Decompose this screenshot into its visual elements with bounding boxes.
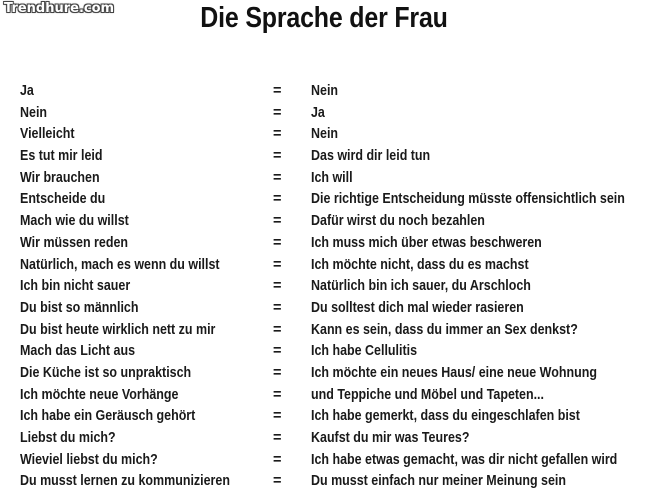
list-item [0, 189, 648, 211]
list-item [0, 341, 648, 363]
equals-sign: = [273, 83, 282, 99]
phrase-said: Ich möchte neue Vorhänge [20, 386, 179, 403]
phrase-meant: und Teppiche und Möbel und Tapeten... [311, 386, 544, 403]
phrase-said: Ja [20, 83, 34, 99]
list-item [0, 471, 648, 493]
phrase-meant: Ich habe Cellulitis [311, 343, 418, 360]
phrase-said: Wieviel liebst du mich? [20, 451, 158, 468]
phrase-meant: Ich möchte ein neues Haus/ eine neue Wohnung [311, 364, 597, 381]
list-item [0, 124, 648, 146]
list-item [0, 450, 648, 472]
list-item [0, 233, 648, 255]
phrase-said: Mach wie du willst [20, 213, 129, 230]
list-item [0, 103, 648, 125]
list-item [0, 320, 648, 342]
phrase-said: Liebst du mich? [20, 430, 116, 446]
phrase-meant: Das wird dir leid tun [311, 148, 431, 165]
equals-sign: = [273, 343, 282, 360]
phrase-meant: Ja [311, 104, 325, 121]
phrase-meant: Ich habe gemerkt, dass du eingeschlafen bist [311, 408, 580, 425]
phrase-meant: Nein [311, 83, 339, 99]
equals-sign: = [273, 278, 282, 295]
phrase-meant: Kaufst du mir was Teures? [311, 430, 470, 446]
equals-sign: = [273, 408, 282, 425]
equals-sign: = [273, 451, 282, 468]
phrase-said: Ich bin nicht sauer [20, 278, 131, 295]
phrase-said: Wir müssen reden [20, 234, 128, 251]
phrase-said: Natürlich, mach es wenn du willst [20, 256, 220, 273]
list-item [0, 428, 648, 450]
phrase-said: Ich habe ein Geräusch gehört [20, 408, 196, 425]
list-item [0, 363, 648, 385]
equals-sign: = [273, 104, 282, 121]
equals-sign: = [273, 234, 282, 251]
equals-sign: = [273, 191, 282, 208]
phrase-said: Die Küche ist so unpraktisch [20, 364, 192, 381]
phrase-meant: Dafür wirst du noch bezahlen [311, 213, 485, 230]
phrase-said: Vielleicht [20, 126, 75, 143]
phrase-said: Mach das Licht aus [20, 343, 136, 360]
equals-sign: = [273, 473, 282, 490]
list-item [0, 255, 648, 277]
phrase-meant: Kann es sein, dass du immer an Sex denkst? [311, 321, 578, 338]
phrase-meant: Du musst einfach nur meiner Meinung sein [311, 473, 566, 490]
list-item [0, 385, 648, 407]
phrase-meant: Nein [311, 126, 339, 143]
equals-sign: = [273, 169, 282, 186]
equals-sign: = [273, 386, 282, 403]
phrase-said: Du bist so männlich [20, 299, 139, 316]
list-item [0, 146, 648, 168]
list-item [0, 276, 648, 298]
phrase-said: Du bist heute wirklich nett zu mir [20, 321, 216, 338]
equals-sign: = [273, 148, 282, 165]
watermark-text: Trendhure.com [4, 1, 115, 16]
phrase-said: Nein [20, 104, 48, 121]
phrase-meant: Natürlich bin ich sauer, du Arschloch [311, 278, 531, 295]
translation-list [0, 81, 648, 493]
equals-sign: = [273, 126, 282, 143]
phrase-meant: Ich habe etwas gemacht, was dir nicht gefallen wird [311, 451, 618, 468]
equals-sign: = [273, 213, 282, 230]
phrase-said: Wir brauchen [20, 169, 100, 186]
equals-sign: = [273, 321, 282, 338]
phrase-meant: Die richtige Entscheidung müsste offensichtlich sein [311, 191, 625, 208]
page-title: Die Sprache der Frau [200, 2, 448, 34]
list-item [0, 298, 648, 320]
phrase-said: Es tut mir leid [20, 148, 103, 165]
list-item [0, 81, 648, 103]
phrase-said: Entscheide du [20, 191, 106, 208]
list-item [0, 168, 648, 190]
equals-sign: = [273, 430, 282, 446]
phrase-meant: Ich will [311, 169, 353, 186]
equals-sign: = [273, 364, 282, 381]
phrase-meant: Du solltest dich mal wieder rasieren [311, 299, 524, 316]
list-item [0, 406, 648, 428]
equals-sign: = [273, 256, 282, 273]
list-item [0, 211, 648, 233]
phrase-said: Du musst lernen zu kommunizieren [20, 473, 230, 490]
phrase-meant: Ich möchte nicht, dass du es machst [311, 256, 529, 273]
phrase-meant: Ich muss mich über etwas beschweren [311, 234, 542, 251]
equals-sign: = [273, 299, 282, 316]
